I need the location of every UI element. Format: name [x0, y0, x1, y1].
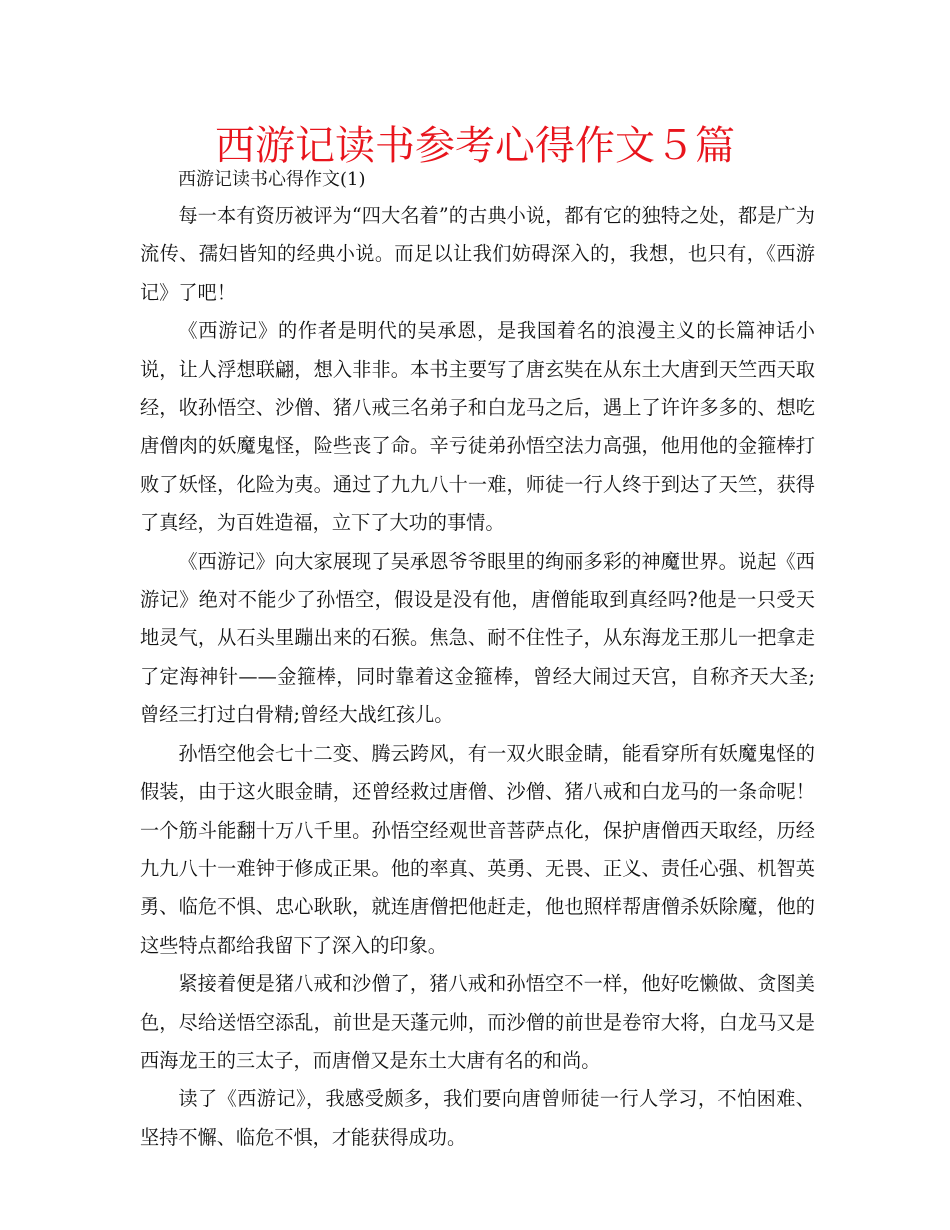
essay-subtitle: 西游记读书心得作文(1) — [178, 169, 366, 190]
paragraph: 每一本有资历被评为“四大名着”的古典小说，都有它的独特之处，都是广为流传、孺妇皆知的经典小说。而足以让我们妨碍深入的，我想，也只有，《西游记》了吧！ — [140, 204, 815, 304]
paragraph: 紧接着便是猪八戒和沙僧了，猪八戒和孙悟空不一样，他好吃懒做、贪图美色，尽给送悟空添乱，前世是天蓬元帅，而沙僧的前世是卷帘大将，白龙马又是西海龙王的三太子，而唐僧又是东土大唐有名的和尚。 — [140, 972, 815, 1072]
paragraph: 读了《西游记》，我感受颇多，我们要向唐曾师徒一行人学习，不怕困难、坚持不懈、临危不惧，才能获得成功。 — [140, 1087, 815, 1149]
document-body — [140, 197, 815, 1157]
paragraph: 孙悟空他会七十二变、腾云跨风，有一双火眼金睛，能看穿所有妖魔鬼怪的假装，由于这火眼金睛，还曾经救过唐僧、沙僧、猪八戒和白龙马的一条命呢！一个筋斗能翻十万八千里。孙悟空经观世音菩萨点化，保护唐僧西天取经，历经九九八十一难钟于修成正果。他的率真、英勇、无畏、正义、责任心强、机智英勇、临危不惧、忠心耿耿，就连唐僧把他赶走，他也照样帮唐僧杀妖除魔，他的这些特点都给我留下了深入的印象。 — [140, 741, 815, 957]
document-title: 西游记读书参考心得作文５篇 — [215, 123, 735, 169]
paragraph: 《西游记》向大家展现了吴承恩爷爷眼里的绚丽多彩的神魔世界。说起《西游记》绝对不能少了孙悟空，假设是没有他，唐僧能取到真经吗?他是一只受天地灵气，从石头里蹦出来的石猴。焦急、耐不住性子，从东海龙王那儿一把拿走了定海神针——金箍棒，同时靠着这金箍棒，曾经大闹过天宫，自称齐天大圣;曾经三打过白骨精;曾经大战红孩儿。 — [140, 549, 815, 727]
paragraph: 《西游记》的作者是明代的吴承恩，是我国着名的浪漫主义的长篇神话小说，让人浮想联翩，想入非非。本书主要写了唐玄奘在从东土大唐到天竺西天取经，收孙悟空、沙僧、猪八戒三名弟子和白龙马之后，遇上了许许多多的、想吃唐僧肉的妖魔鬼怪，险些丧了命。辛亏徒弟孙悟空法力高强，他用他的金箍棒打败了妖怪，化险为夷。通过了九九八十一难，师徒一行人终于到达了天竺，获得了真经，为百姓造福，立下了大功的事情。 — [140, 319, 815, 535]
